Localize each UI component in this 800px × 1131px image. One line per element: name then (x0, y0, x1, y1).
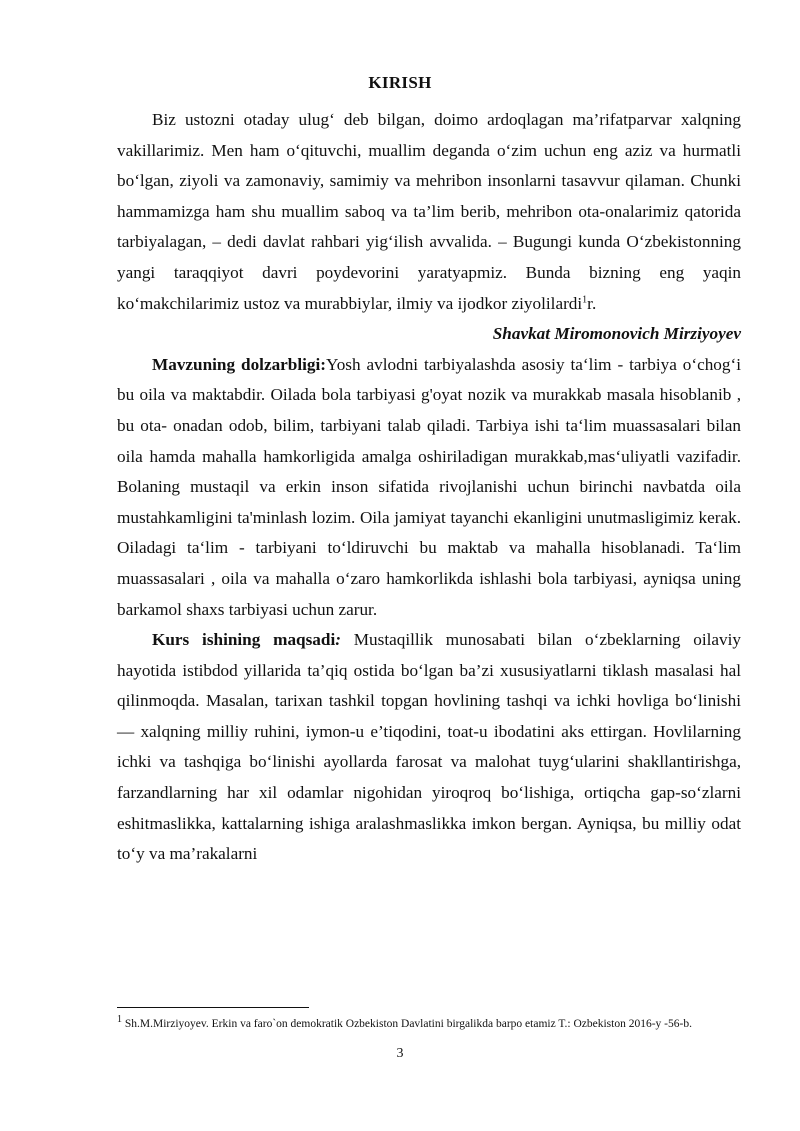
intro-tail: r. (587, 293, 597, 313)
aim-heading: Kurs ishining maqsadi (152, 630, 336, 650)
quote-author: Shavkat Miromonovich Mirziyoyev (492, 324, 741, 344)
footnote-mark: 1 (117, 1014, 122, 1026)
body-text (117, 105, 741, 870)
intro-text: Biz ustozni otaday ulug‘ deb bilgan, doimo ardoqlagan ma’rifatparvar xalqning vakillarimiz. Men ham o‘qituvchi, muallim deganda o‘zim uchun eng aziz va hurmatli bo‘lgan, ziyoli va zamonaviy, samimiy va mehribon insonlarni tasavvur qilaman. Chunki hammamizga ham shu muallim saboq va ta’lim berib, mehribon ota-onalarimiz qatorida tarbiyalagan, – dedi davlat rahbari yig‘ilish avvalida. – Bugungi kunda O‘zbekistonning yangi taraqqiyot davri poydevorini yaratyapmiz. Bunda bizning eng yaqin ko‘makchilarimiz ustoz va murabbiylar, ilmiy va ijodkor ziyolilardi (117, 110, 741, 313)
footnote-text: Sh.M.Mirziyoyev. Erkin va faro`on demokratik Ozbekiston Davlatini birgalikda barpo etamiz T.: Ozbekiston 2016-y -56-b. (122, 1018, 692, 1030)
page-number: 3 (396, 1046, 404, 1061)
aim-paragraph (117, 625, 741, 870)
relevance-paragraph (117, 350, 741, 625)
footnote-divider (117, 1007, 309, 1008)
relevance-text: Yosh avlodni tarbiyalashda asosiy ta‘lim - tarbiya o‘chog‘i bu oila va maktabdir. Oilada bola tarbiyasi g'oyat nozik va murakkab masala hisoblanib , bu ota- onadan odob, bilim, tarbiyani talab qiladi. Tarbiya ishi ta‘lim muassasalari bilan oila hamda mahalla hamkorligida amalga oshiriladigan murakkab,mas‘uliyatli vazifadir. Bolaning mustaqil va erkin inson sifatida rivojlanishi uchun birinchi navbatda oila mustahkamligini ta'minlash lozim. Oila jamiyat tayanchi ekanligini unutmasligimiz kerak. Oiladagi ta‘lim - tarbiyani to‘ldiruvchi bu maktab va mahalla hisoblanadi. Ta‘lim muassasalari , oila va mahalla o‘zaro hamkorlikda ishlashi bola tarbiyasi, ayniqsa uning barkamol shaxs tarbiyasi uchun zarur. (117, 354, 741, 619)
aim-text: Mustaqillik munosabati bilan o‘zbeklarning oilaviy hayotida istibdod yillarida ta’qiq ostida bo‘lgan ba’zi xususiyatlarni tiklash masalasi hal qilinmoqda. Masalan, tarixan tashkil topgan hovlining tashqi va ichki hovliga bo‘linishi — xalqning milliy ruhini, iymon-u e’tiqodini, toat-u ibodatini aks ettirgan. Hovlilarning ichki va tashqiga bo‘linishi ayollarda farosat va malohat tuyg‘ularini shakllantirishga, farzandlarning har xil odamlar nigohidan yiroqroq bo‘lishiga, ortiqcha gap-so‘zlarni eshitmaslikka, kattalarning ishiga aralashmaslikka imkon bergan. Ayniqsa, bu milliy odat to‘y va ma’rakalarni (117, 630, 741, 864)
section-title: KIRISH (368, 73, 432, 92)
relevance-heading: Mavzuning dolzarbligi: (152, 354, 327, 374)
footnote-reference[interactable]: 1 (582, 293, 588, 305)
aim-colon: : (335, 630, 341, 650)
footnote (117, 1014, 741, 1032)
intro-paragraph (117, 105, 741, 319)
